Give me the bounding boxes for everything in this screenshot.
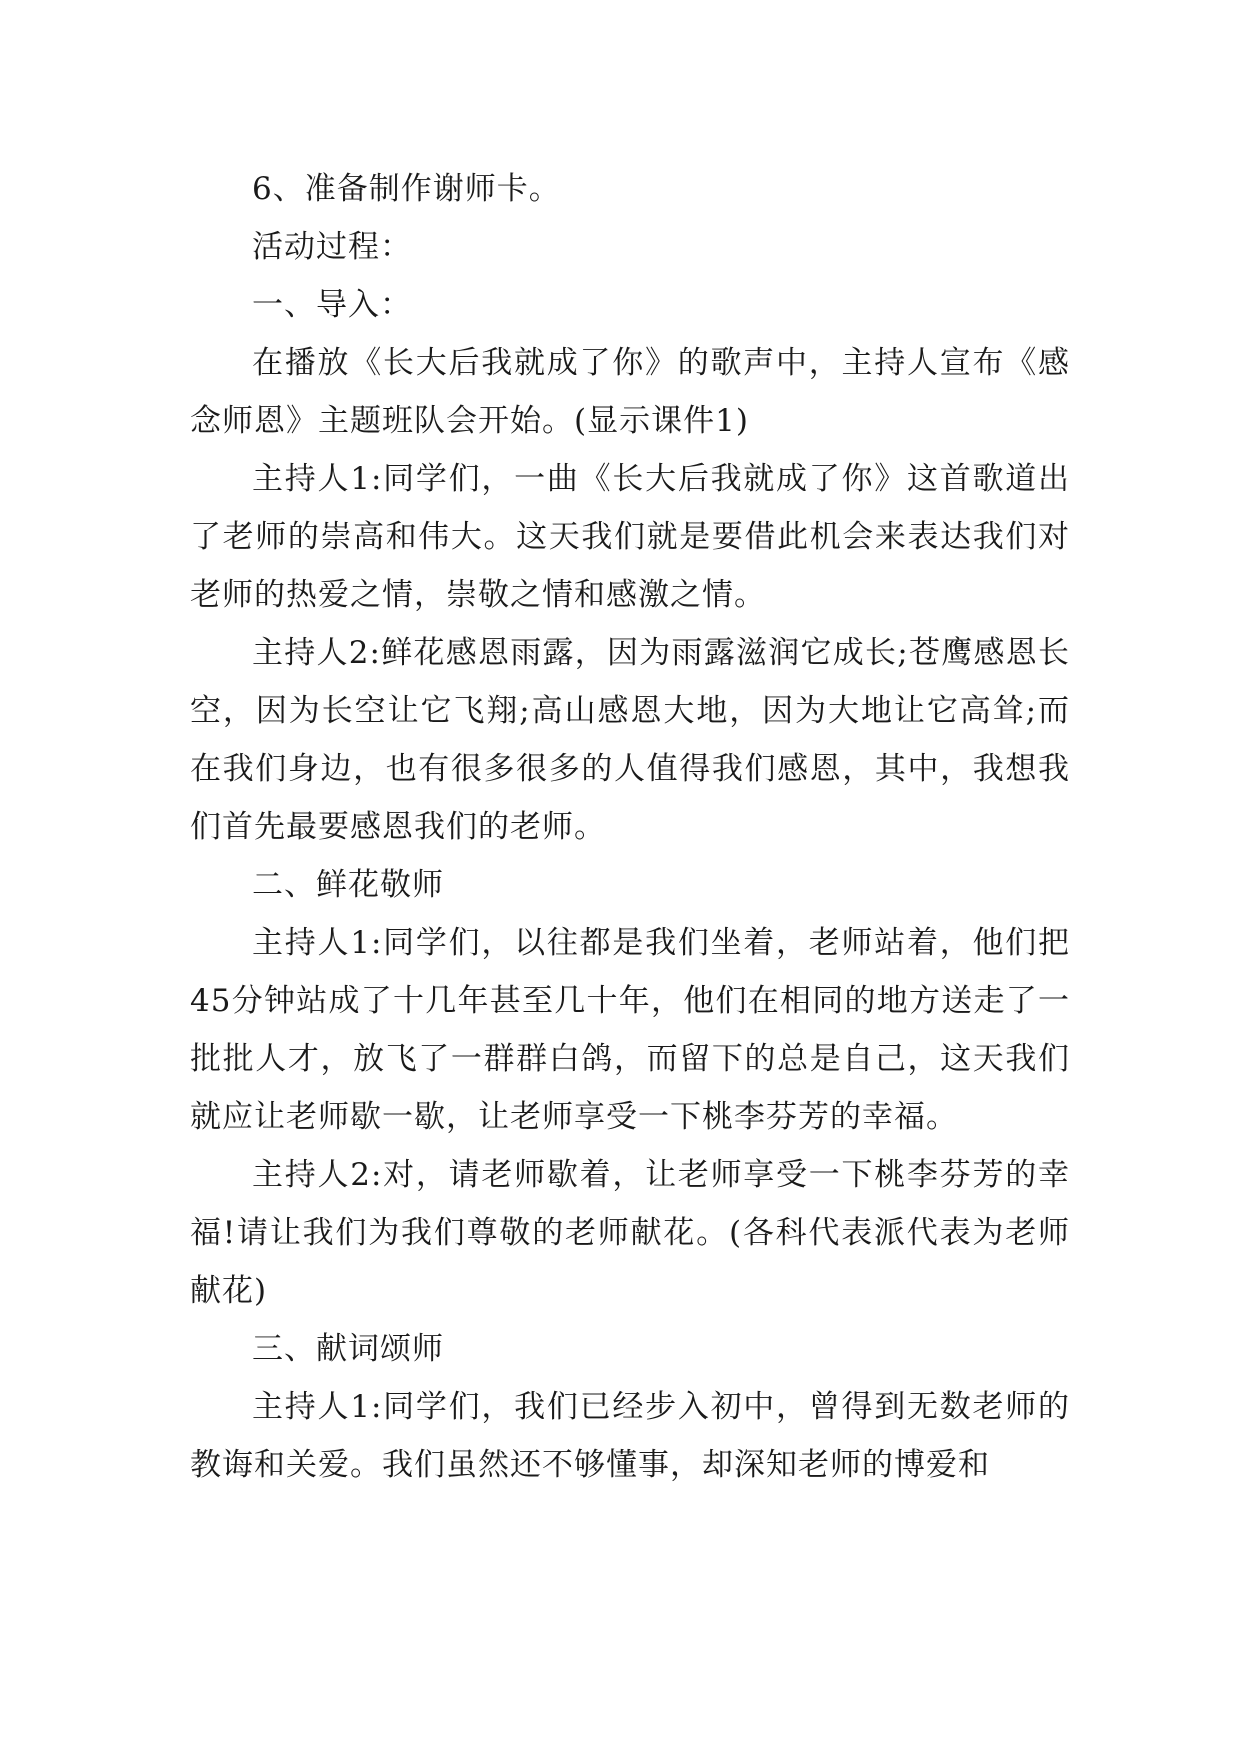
paragraph-host1-flowers: 主持人1:同学们，以往都是我们坐着，老师站着，他们把45分钟站成了十几年甚至几十年，他们在相同的地方送走了一批批人才，放飞了一群群白鸽，而留下的总是自己，这天我们就应让老师歇一歇，让老师享受一下桃李芬芳的幸福。 <box>190 925 1070 1135</box>
document-body <box>190 160 1070 1494</box>
paragraph-opening: 在播放《长大后我就成了你》的歌声中，主持人宣布《感念师恩》主题班队会开始。(显示课件1) <box>190 345 1070 439</box>
section-heading-introduction: 一、导入： <box>252 287 412 323</box>
section-heading-flowers: 二、鲜花敬师 <box>252 867 444 903</box>
paragraph-host1-intro: 主持人1:同学们，一曲《长大后我就成了你》这首歌道出了老师的崇高和伟大。这天我们就是要借此机会来表达我们对老师的热爱之情，崇敬之情和感激之情。 <box>190 461 1070 613</box>
paragraph-host2-flowers: 主持人2:对，请老师歇着，让老师享受一下桃李芬芳的幸福!请让我们为我们尊敬的老师献花。(各科代表派代表为老师献花) <box>190 1157 1070 1309</box>
section-label-activity-process: 活动过程： <box>252 229 412 265</box>
section-heading-tribute: 三、献词颂师 <box>252 1331 444 1367</box>
preparation-item-6: 6、准备制作谢师卡。 <box>252 171 561 207</box>
paragraph-host2-intro: 主持人2:鲜花感恩雨露，因为雨露滋润它成长;苍鹰感恩长空，因为长空让它飞翔;高山感恩大地，因为大地让它高耸;而在我们身边，也有很多很多的人值得我们感恩，其中，我想我们首先最要感恩我们的老师。 <box>190 635 1070 845</box>
paragraph-host1-tribute: 主持人1:同学们，我们已经步入初中，曾得到无数老师的教诲和关爱。我们虽然还不够懂事，却深知老师的博爱和 <box>190 1389 1070 1483</box>
